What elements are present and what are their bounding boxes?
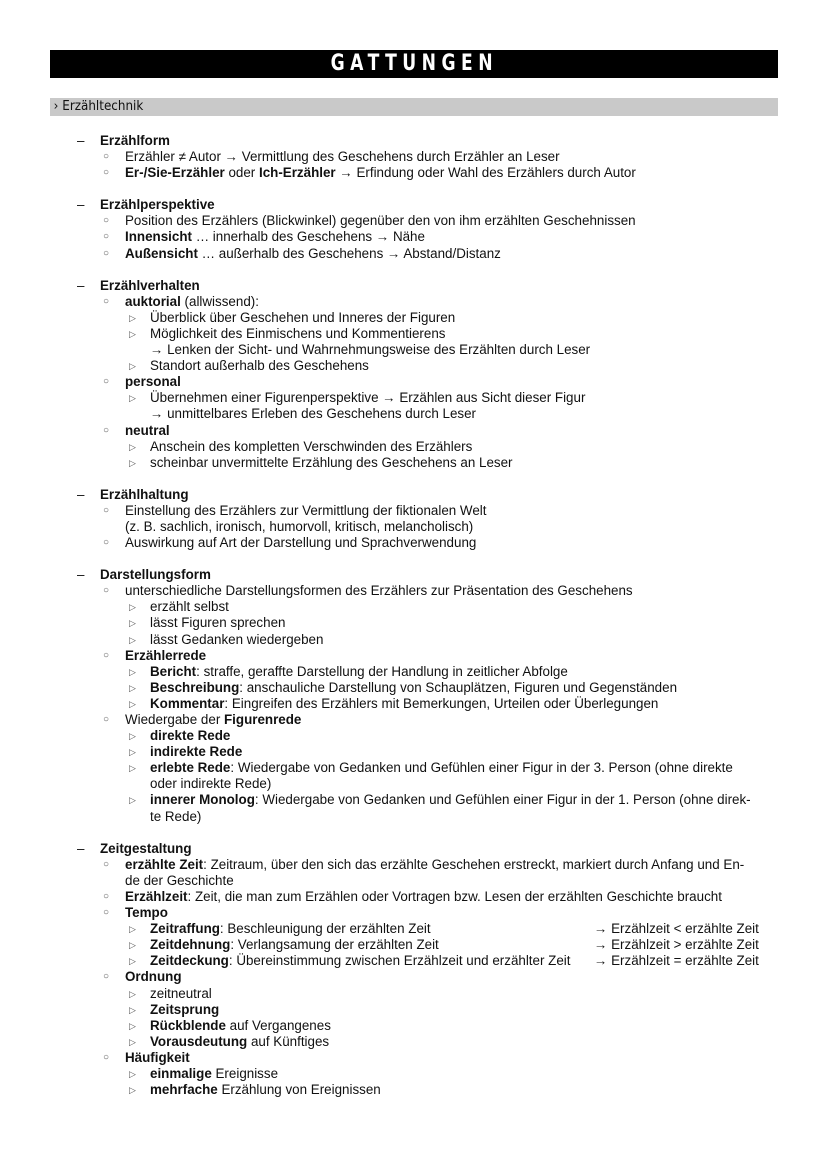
triangle-bullet-icon: ▷: [129, 361, 136, 372]
text: Übernehmen einer Figurenperspektive → Erzählen aus Sicht dieser Figur: [150, 390, 586, 406]
list-item: [0, 342, 828, 358]
outline-group: [0, 197, 828, 261]
list-item: [0, 1034, 828, 1050]
list-item: [0, 953, 828, 969]
list-item: [0, 969, 828, 985]
text: → unmittelbares Erleben des Geschehens durch Leser: [150, 406, 477, 422]
list-item: [0, 744, 828, 760]
list-item: [0, 857, 828, 873]
list-item: [0, 535, 828, 551]
list-item: [0, 599, 828, 615]
list-item: [0, 1018, 828, 1034]
circle-bullet-icon: ○: [103, 714, 110, 725]
text: (allwissend):: [180, 293, 259, 309]
circle-bullet-icon: ○: [103, 151, 110, 163]
list-item: [0, 455, 828, 471]
text: Möglichkeit des Einmischens und Kommentierens: [150, 325, 446, 341]
text: oder: [224, 165, 259, 181]
term: Erzählerrede: [125, 647, 207, 663]
group-heading: [0, 841, 828, 857]
list-item: [0, 358, 828, 374]
section-header: [50, 98, 778, 116]
circle-bullet-icon: ○: [103, 247, 110, 259]
text: … außerhalb des Geschehens → Abstand/Distanz: [197, 245, 501, 261]
list-item: [0, 310, 828, 326]
text: Einstellung des Erzählers zur Vermittlung der fiktionalen Welt: [125, 502, 487, 518]
term: Häufigkeit: [125, 1049, 190, 1065]
list-item: [0, 149, 828, 165]
list-item: [0, 648, 828, 664]
text: lässt Gedanken wiedergeben: [150, 631, 324, 647]
term: Ordnung: [125, 969, 182, 985]
term: auktorial: [125, 293, 181, 309]
text: auf Vergangenes: [225, 1017, 331, 1033]
text: Anschein des kompletten Verschwinden des Erzählers: [150, 438, 473, 454]
term: Zeitdehnung: [150, 937, 231, 953]
page-title-bar: [50, 50, 778, 78]
text: : Übereinstimmung zwischen Erzählzeit und erzählter Zeit: [228, 953, 571, 969]
text: : Beschleunigung der erzählten Zeit: [219, 921, 431, 937]
relation-note: → Erzählzeit < erzählte Zeit: [594, 921, 759, 937]
text: (z. B. sachlich, ironisch, humorvoll, kritisch, melancholisch): [125, 518, 474, 534]
group-heading-text: Erzählverhalten: [100, 277, 200, 293]
triangle-bullet-icon: ▷: [129, 457, 136, 468]
triangle-bullet-icon: ▷: [129, 602, 136, 613]
dash-bullet-icon: –: [77, 840, 85, 856]
list-item: [0, 792, 828, 808]
term: Figurenrede: [224, 712, 302, 727]
circle-bullet-icon: ○: [103, 167, 110, 179]
list-item: [0, 615, 828, 631]
group-heading-text: Erzählperspektive: [100, 197, 215, 213]
dash-bullet-icon: –: [77, 133, 85, 148]
circle-bullet-icon: ○: [103, 376, 110, 388]
text: scheinbar unvermittelte Erzählung des Geschehens an Leser: [150, 454, 513, 470]
term: Rückblende: [150, 1017, 226, 1033]
group-heading: [0, 197, 828, 213]
text: : anschauliche Darstellung von Schauplätzen, Figuren und Gegenständen: [239, 679, 678, 695]
list-item: [0, 905, 828, 921]
text: de der Geschichte: [125, 872, 234, 888]
term: Zeitsprung: [150, 1001, 220, 1017]
circle-bullet-icon: ○: [103, 231, 110, 243]
text: Auswirkung auf Art der Darstellung und Sprachverwendung: [125, 535, 477, 551]
list-item: [0, 423, 828, 439]
circle-bullet-icon: ○: [103, 971, 110, 983]
dash-bullet-icon: –: [77, 567, 85, 583]
list-item: [0, 776, 828, 792]
triangle-bullet-icon: ▷: [129, 795, 136, 806]
term: Beschreibung: [150, 679, 240, 695]
list-item: [0, 664, 828, 680]
term: Zeitraffung: [150, 921, 220, 937]
term: erlebte Rede: [150, 760, 231, 776]
text: oder indirekte Rede): [150, 776, 272, 792]
text: Standort außerhalb des Geschehens: [150, 358, 369, 374]
triangle-bullet-icon: ▷: [129, 312, 136, 323]
term: Kommentar: [150, 695, 225, 711]
list-item: [0, 986, 828, 1002]
term: Vorausdeutung: [150, 1033, 248, 1049]
group-heading-text: Erzählform: [100, 133, 170, 148]
text: Position des Erzählers (Blickwinkel) gegenüber den von ihm erzählten Geschehnissen: [125, 213, 636, 229]
list-item: [0, 583, 828, 599]
list-item: [0, 760, 828, 776]
list-item: [0, 326, 828, 342]
dash-bullet-icon: –: [77, 486, 85, 502]
list-item: [0, 1050, 828, 1066]
triangle-bullet-icon: ▷: [129, 1020, 136, 1031]
list-item: [0, 503, 828, 519]
text: : Zeit, die man zum Erzählen oder Vortragen bzw. Lesen der erzählten Geschichte braucht: [187, 888, 722, 904]
term: mehrfache: [150, 1082, 218, 1098]
triangle-bullet-icon: ▷: [129, 666, 136, 677]
term: Ich-Erzähler: [258, 165, 336, 181]
outline-group: [0, 133, 828, 181]
term: Tempo: [125, 905, 168, 921]
group-heading-text: Darstellungsform: [100, 567, 211, 583]
triangle-bullet-icon: ▷: [129, 393, 136, 404]
list-item: [0, 873, 828, 889]
triangle-bullet-icon: ▷: [129, 682, 136, 693]
triangle-bullet-icon: ▷: [129, 924, 136, 935]
section-title: › Erzähltechnik: [53, 98, 144, 114]
outline-group: [0, 487, 828, 551]
list-item: [0, 728, 828, 744]
group-heading: [0, 487, 828, 503]
list-item: [0, 229, 828, 245]
term: Außensicht: [125, 245, 198, 261]
list-item: [0, 439, 828, 455]
term: Er-/Sie-Erzähler: [125, 165, 225, 181]
triangle-bullet-icon: ▷: [129, 1036, 136, 1047]
page-title: GATTUNGEN: [330, 50, 498, 76]
circle-bullet-icon: ○: [103, 585, 110, 597]
list-item: [0, 165, 828, 181]
list-item: [0, 889, 828, 905]
circle-bullet-icon: ○: [103, 537, 110, 549]
circle-bullet-icon: ○: [103, 424, 110, 436]
term: Innensicht: [125, 229, 192, 245]
text: → Erfindung oder Wahl des Erzählers durch Autor: [335, 165, 636, 181]
circle-bullet-icon: ○: [103, 504, 110, 516]
triangle-bullet-icon: ▷: [129, 441, 136, 452]
triangle-bullet-icon: ▷: [129, 988, 136, 999]
text: : Wiedergabe von Gedanken und Gefühlen einer Figur in der 1. Person (ohne direk-: [254, 792, 751, 808]
dash-bullet-icon: –: [77, 277, 85, 293]
text: unterschiedliche Darstellungsformen des Erzählers zur Präsentation des Geschehens: [125, 583, 633, 599]
list-item: [0, 1066, 828, 1082]
circle-bullet-icon: ○: [103, 858, 110, 870]
list-item: [0, 294, 828, 310]
circle-bullet-icon: ○: [103, 295, 110, 307]
relation-note: → Erzählzeit = erzählte Zeit: [594, 953, 759, 969]
circle-bullet-icon: ○: [103, 890, 110, 902]
group-heading: [0, 133, 828, 149]
triangle-bullet-icon: ▷: [129, 328, 136, 339]
triangle-bullet-icon: ▷: [129, 747, 136, 758]
group-heading-text: Zeitgestaltung: [100, 840, 192, 856]
text: Wiedergabe der: [125, 712, 224, 727]
triangle-bullet-icon: ▷: [129, 956, 136, 967]
list-item: [0, 374, 828, 390]
term: neutral: [125, 422, 170, 438]
text: … innerhalb des Geschehens → Nähe: [191, 229, 425, 245]
text: : straffe, geraffte Darstellung der Handlung in zeitlicher Abfolge: [196, 663, 568, 679]
list-item: [0, 937, 828, 953]
list-item: [0, 390, 828, 406]
list-item: [0, 519, 828, 535]
text: Erzählung von Ereignissen: [217, 1082, 381, 1098]
text: lässt Figuren sprechen: [150, 615, 286, 631]
term: personal: [125, 374, 181, 390]
triangle-bullet-icon: ▷: [129, 1085, 136, 1096]
text: : Verlangsamung der erzählten Zeit: [230, 937, 439, 953]
list-item: [0, 406, 828, 422]
outline-content: [0, 133, 828, 1114]
group-heading-text: Erzählhaltung: [100, 486, 189, 502]
relation-note: → Erzählzeit > erzählte Zeit: [594, 937, 759, 953]
text: te Rede): [150, 808, 202, 824]
dash-bullet-icon: –: [77, 197, 85, 213]
term: innerer Monolog: [150, 792, 255, 808]
list-item: [0, 632, 828, 648]
triangle-bullet-icon: ▷: [129, 731, 136, 742]
term: indirekte Rede: [150, 744, 243, 760]
list-item: [0, 1002, 828, 1018]
list-item: [0, 921, 828, 937]
term: einmalige: [150, 1065, 212, 1081]
group-heading: [0, 567, 828, 583]
list-item: [0, 809, 828, 825]
text: : Zeitraum, über den sich das erzählte Geschehen erstreckt, markiert durch Anfang und En-: [203, 856, 745, 872]
triangle-bullet-icon: ▷: [129, 634, 136, 645]
text: erzählt selbst: [150, 599, 229, 615]
triangle-bullet-icon: ▷: [129, 763, 136, 774]
outline-group: [0, 841, 828, 1099]
triangle-bullet-icon: ▷: [129, 940, 136, 951]
text: → Lenken der Sicht- und Wahrnehmungsweise des Erzählten durch Leser: [150, 342, 591, 358]
term: erzählte Zeit: [125, 856, 204, 872]
text: Ereignisse: [211, 1065, 279, 1081]
list-item: [0, 1082, 828, 1098]
term: Zeitdeckung: [150, 953, 229, 969]
outline-group: [0, 567, 828, 825]
outline-group: [0, 278, 828, 471]
triangle-bullet-icon: ▷: [129, 1068, 136, 1079]
list-item: [0, 246, 828, 262]
circle-bullet-icon: ○: [103, 215, 110, 227]
list-item: [0, 696, 828, 712]
text: auf Künftiges: [247, 1033, 330, 1049]
list-item: [0, 712, 828, 728]
list-item: [0, 213, 828, 229]
triangle-bullet-icon: ▷: [129, 698, 136, 709]
text: zeitneutral: [150, 985, 212, 1001]
text: : Wiedergabe von Gedanken und Gefühlen einer Figur in der 3. Person (ohne direkte: [230, 760, 733, 776]
text: : Eingreifen des Erzählers mit Bemerkungen, Urteilen oder Überlegungen: [224, 695, 659, 711]
circle-bullet-icon: ○: [103, 649, 110, 661]
list-item: [0, 680, 828, 696]
triangle-bullet-icon: ▷: [129, 1004, 136, 1015]
term: direkte Rede: [150, 728, 231, 744]
triangle-bullet-icon: ▷: [129, 618, 136, 629]
text: Erzähler ≠ Autor → Vermittlung des Geschehens durch Erzähler an Leser: [125, 149, 560, 165]
group-heading: [0, 278, 828, 294]
term: Bericht: [150, 663, 197, 679]
circle-bullet-icon: ○: [103, 1051, 110, 1063]
text: Überblick über Geschehen und Inneres der Figuren: [150, 309, 456, 325]
term: Erzählzeit: [125, 888, 188, 904]
circle-bullet-icon: ○: [103, 907, 110, 919]
